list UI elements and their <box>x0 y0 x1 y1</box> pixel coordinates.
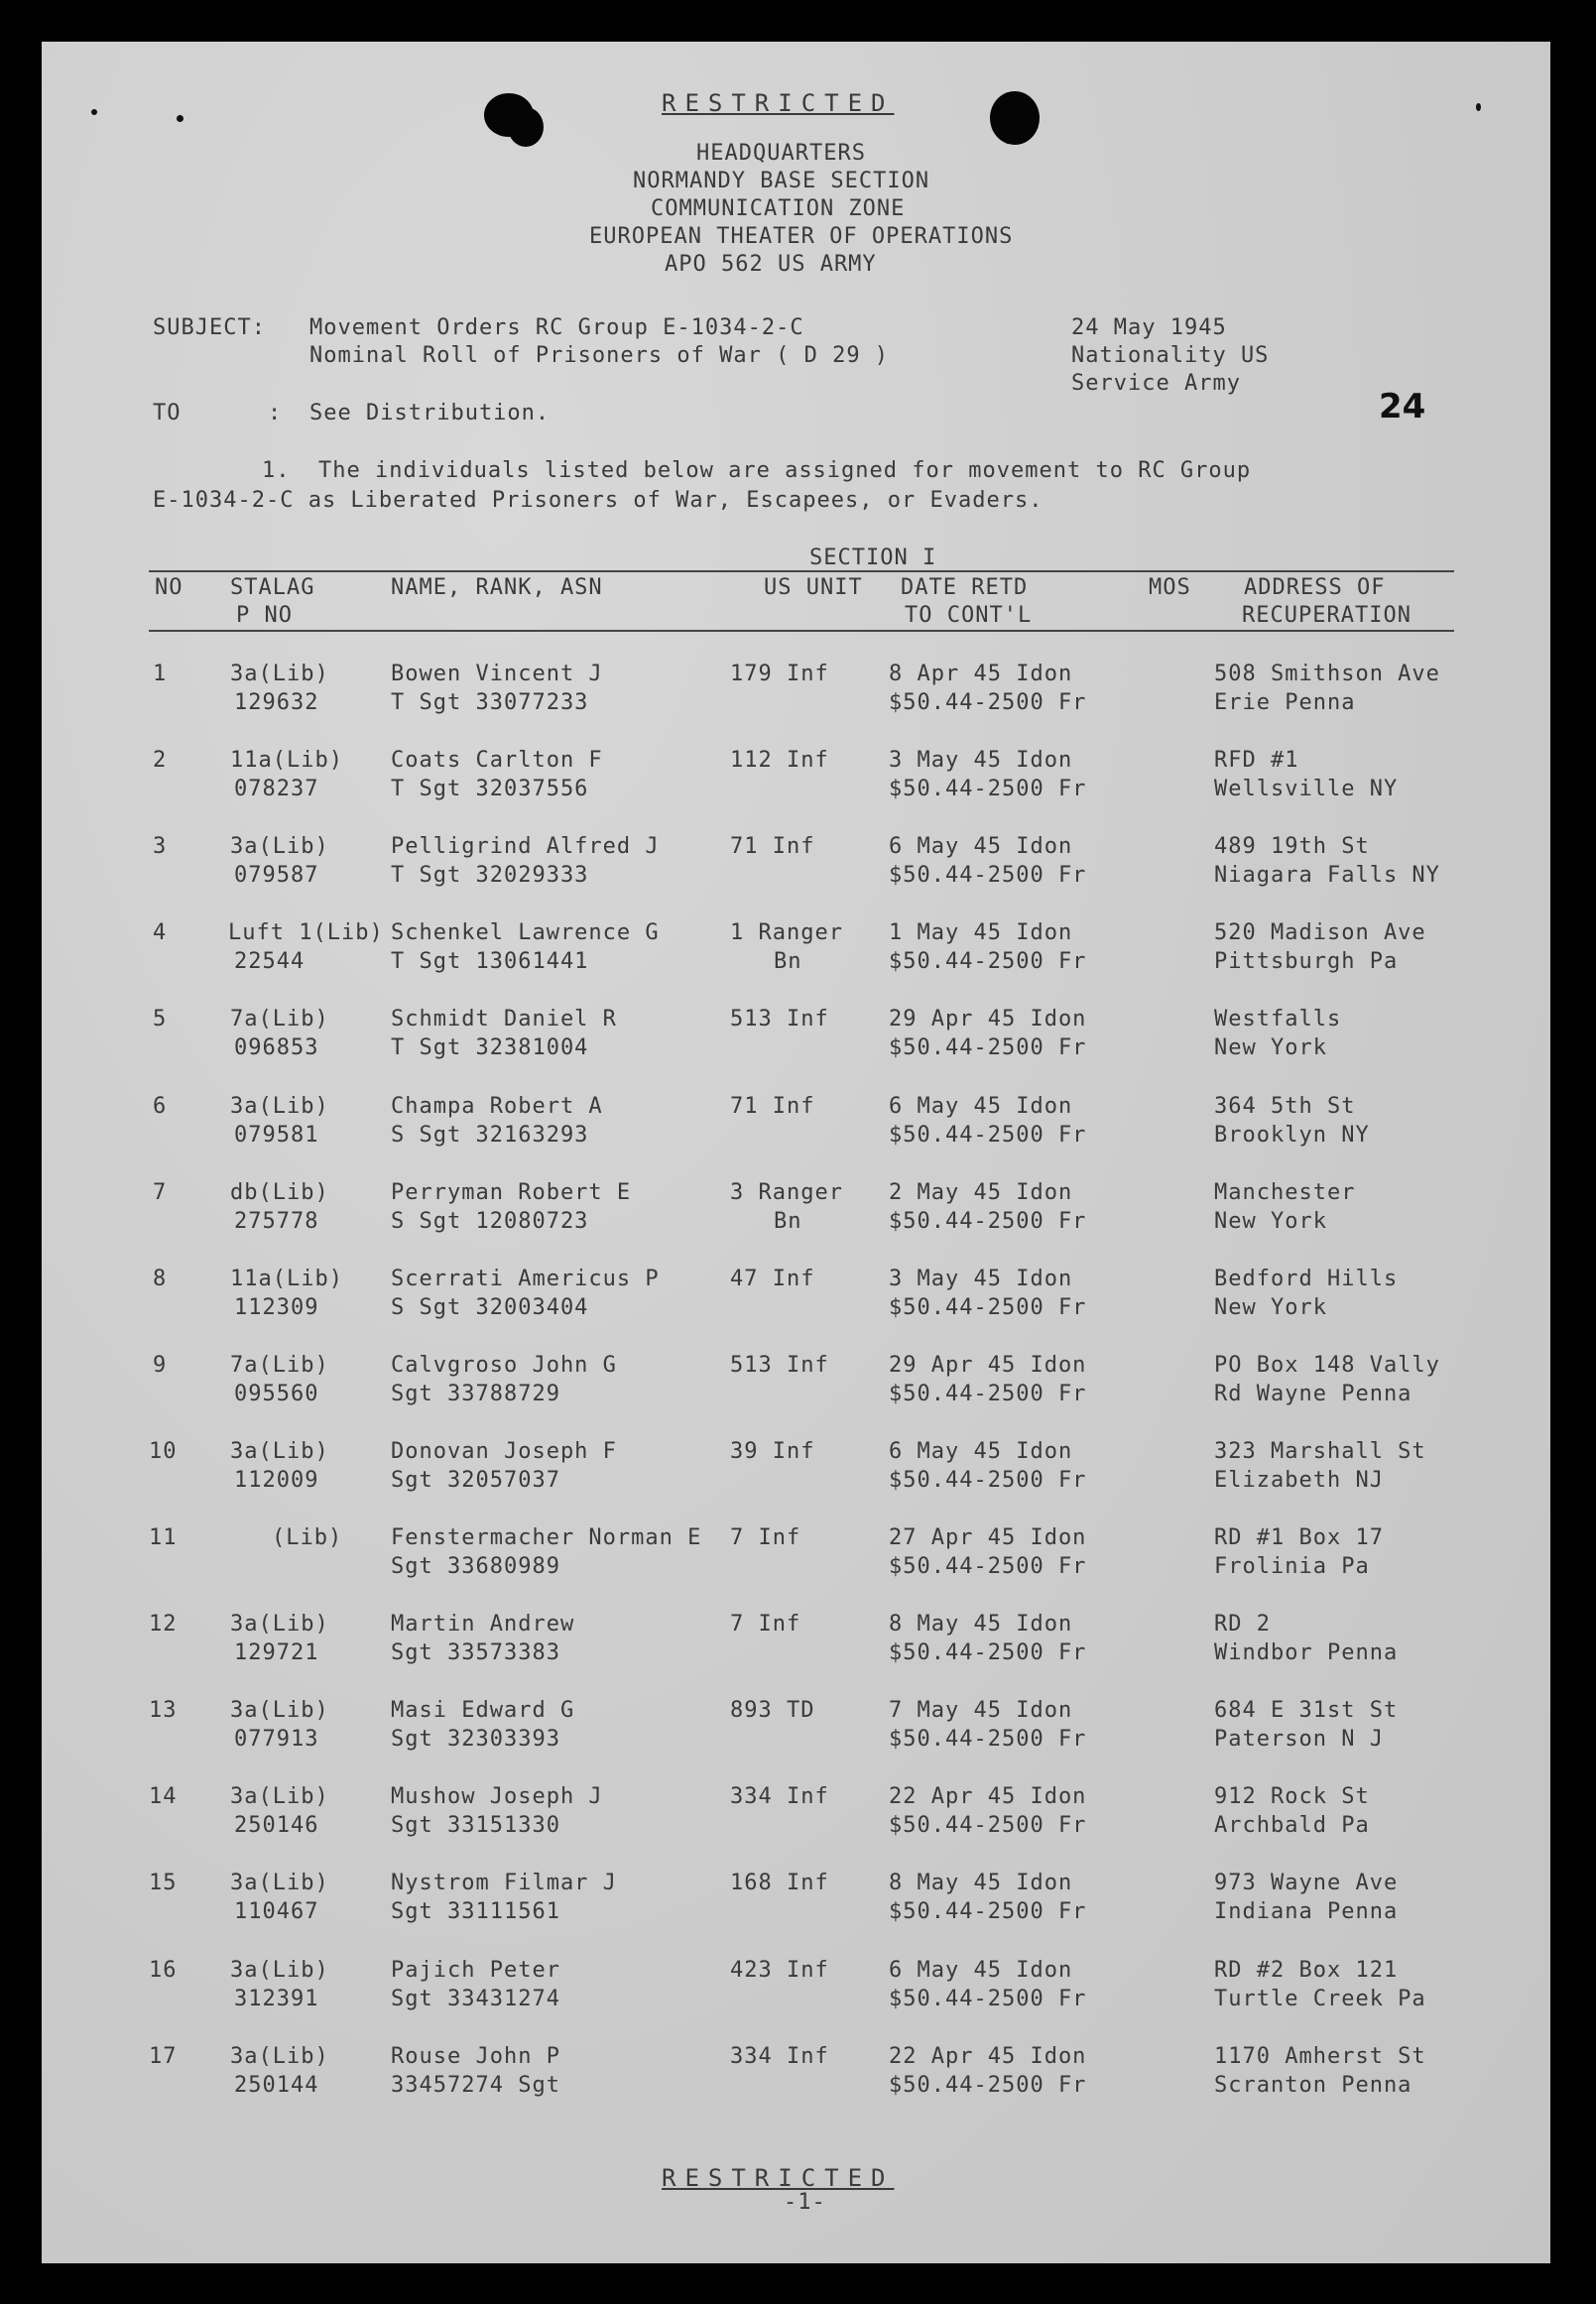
row-stalag: 3a(Lib) <box>230 834 329 859</box>
row-rank-asn: T Sgt 32381004 <box>391 1035 589 1060</box>
row-pay: $50.44-2500 Fr <box>889 1899 1087 1924</box>
row-pay: $50.44-2500 Fr <box>889 1727 1087 1752</box>
row-unit: 334 Inf <box>730 1784 829 1809</box>
speck <box>1476 103 1481 111</box>
row-address-2: Indiana Penna <box>1214 1899 1399 1924</box>
row-number: 9 <box>153 1353 168 1378</box>
row-address-1: Manchester <box>1214 1180 1356 1205</box>
row-address-1: Westfalls <box>1214 1007 1342 1031</box>
row-rank-asn: Sgt 33680989 <box>391 1554 560 1579</box>
row-unit: 423 Inf <box>730 1958 829 1983</box>
row-date-returned: 6 May 45 Idon <box>889 834 1073 859</box>
row-unit: 1 Ranger <box>730 920 843 945</box>
row-address-2: Rd Wayne Penna <box>1214 1382 1412 1406</box>
row-pay: $50.44-2500 Fr <box>889 1035 1087 1060</box>
row-stalag: 7a(Lib) <box>230 1353 329 1378</box>
row-unit: 7 Inf <box>730 1525 801 1550</box>
row-address-1: 973 Wayne Ave <box>1214 1871 1399 1895</box>
row-date-returned: 8 Apr 45 Idon <box>889 662 1073 686</box>
col-name: NAME, RANK, ASN <box>391 575 603 600</box>
row-pow-number: 096853 <box>234 1035 319 1060</box>
row-unit: 47 Inf <box>730 1267 815 1291</box>
row-pay: $50.44-2500 Fr <box>889 1209 1087 1234</box>
row-address-2: Wellsville NY <box>1214 777 1399 801</box>
row-rank-asn: Sgt 33111561 <box>391 1899 560 1924</box>
row-pow-number: 129721 <box>234 1640 319 1665</box>
row-pow-number: 110467 <box>234 1899 319 1924</box>
row-date-returned: 8 May 45 Idon <box>889 1612 1073 1637</box>
row-number: 7 <box>153 1180 168 1205</box>
row-stalag: 3a(Lib) <box>230 1698 329 1723</box>
row-address-2: New York <box>1214 1209 1327 1234</box>
row-address-1: 323 Marshall St <box>1214 1439 1426 1464</box>
row-unit-2: Bn <box>774 1209 802 1234</box>
col-date-2: TO CONT'L <box>905 603 1033 628</box>
row-pay: $50.44-2500 Fr <box>889 1987 1087 2011</box>
row-number: 10 <box>149 1439 178 1464</box>
row-rank-asn: S Sgt 12080723 <box>391 1209 589 1234</box>
row-unit: 334 Inf <box>730 2044 829 2069</box>
row-address-1: 489 19th St <box>1214 834 1370 859</box>
subject-line-1: Movement Orders RC Group E-1034-2-C <box>309 315 804 340</box>
row-name: Bowen Vincent J <box>391 662 603 686</box>
header-rule-top <box>149 570 1454 572</box>
row-pow-number: 129632 <box>234 690 319 715</box>
row-pow-number: 312391 <box>234 1987 319 2011</box>
row-pow-number: 079587 <box>234 863 319 888</box>
row-rank-asn: S Sgt 32003404 <box>391 1295 589 1320</box>
row-stalag: (Lib) <box>272 1525 343 1550</box>
row-pow-number: 112009 <box>234 1468 319 1493</box>
paragraph-line-2: E-1034-2-C as Liberated Prisoners of War, Escapees, or Evaders. <box>153 488 1044 513</box>
row-address-2: Brooklyn NY <box>1214 1123 1370 1148</box>
row-rank-asn: Sgt 33573383 <box>391 1640 560 1665</box>
row-number: 8 <box>153 1267 168 1291</box>
row-rank-asn: Sgt 33151330 <box>391 1813 560 1838</box>
row-address-2: Scranton Penna <box>1214 2073 1412 2098</box>
section-title: SECTION I <box>809 546 937 570</box>
row-name: Schmidt Daniel R <box>391 1007 617 1031</box>
speck <box>91 109 97 115</box>
row-number: 5 <box>153 1007 168 1031</box>
row-unit-2: Bn <box>774 949 802 974</box>
row-name: Champa Robert A <box>391 1094 603 1119</box>
row-unit: 3 Ranger <box>730 1180 843 1205</box>
row-date-returned: 27 Apr 45 Idon <box>889 1525 1087 1550</box>
page-footer: -1- <box>784 2190 826 2215</box>
row-name: Perryman Robert E <box>391 1180 632 1205</box>
row-address-2: New York <box>1214 1295 1327 1320</box>
row-rank-asn: Sgt 32057037 <box>391 1468 560 1493</box>
row-rank-asn: T Sgt 33077233 <box>391 690 589 715</box>
col-unit: US UNIT <box>764 575 863 600</box>
row-address-1: 520 Madison Ave <box>1214 920 1426 945</box>
header-rule-bottom <box>149 630 1454 632</box>
row-unit: 179 Inf <box>730 662 829 686</box>
row-name: Mushow Joseph J <box>391 1784 603 1809</box>
row-name: Calvgroso John G <box>391 1353 617 1378</box>
row-pow-number: 275778 <box>234 1209 319 1234</box>
row-pay: $50.44-2500 Fr <box>889 1554 1087 1579</box>
row-address-1: 508 Smithson Ave <box>1214 662 1440 686</box>
row-pay: $50.44-2500 Fr <box>889 690 1087 715</box>
nationality: Nationality US <box>1071 343 1270 368</box>
row-pow-number: 22544 <box>234 949 306 974</box>
row-pow-number: 250144 <box>234 2073 319 2098</box>
row-address-2: Frolinia Pa <box>1214 1554 1370 1579</box>
row-address-1: RD #2 Box 121 <box>1214 1958 1399 1983</box>
row-number: 17 <box>149 2044 178 2069</box>
row-unit: 112 Inf <box>730 748 829 773</box>
row-address-1: 364 5th St <box>1214 1094 1356 1119</box>
col-no: NO <box>155 575 184 600</box>
row-pay: $50.44-2500 Fr <box>889 1295 1087 1320</box>
row-date-returned: 22 Apr 45 Idon <box>889 1784 1087 1809</box>
row-stalag: 11a(Lib) <box>230 748 343 773</box>
heading-line-5: APO 562 US ARMY <box>665 252 877 277</box>
service: Service Army <box>1071 371 1241 396</box>
row-name: Rouse John P <box>391 2044 560 2069</box>
subject-line-2: Nominal Roll of Prisoners of War ( D 29 ) <box>309 343 890 368</box>
row-pow-number: 095560 <box>234 1382 319 1406</box>
row-address-2: Elizabeth NJ <box>1214 1468 1384 1493</box>
row-number: 11 <box>149 1525 178 1550</box>
punch-hole-right <box>990 91 1040 145</box>
classification-top: RESTRICTED <box>662 89 895 117</box>
row-pay: $50.44-2500 Fr <box>889 949 1087 974</box>
heading-line-1: HEADQUARTERS <box>696 141 866 166</box>
row-pow-number: 079581 <box>234 1123 319 1148</box>
row-name: Donovan Joseph F <box>391 1439 617 1464</box>
row-number: 15 <box>149 1871 178 1895</box>
row-name: Schenkel Lawrence G <box>391 920 660 945</box>
row-date-returned: 7 May 45 Idon <box>889 1698 1073 1723</box>
col-stalag-1: STALAG <box>230 575 315 600</box>
row-number: 2 <box>153 748 168 773</box>
row-address-2: Turtle Creek Pa <box>1214 1987 1426 2011</box>
row-address-1: Bedford Hills <box>1214 1267 1399 1291</box>
row-stalag: 7a(Lib) <box>230 1007 329 1031</box>
row-address-2: Pittsburgh Pa <box>1214 949 1399 974</box>
row-name: Pajich Peter <box>391 1958 560 1983</box>
punch-hole-left-2 <box>508 107 544 147</box>
row-pow-number: 112309 <box>234 1295 319 1320</box>
row-name: Pelligrind Alfred J <box>391 834 660 859</box>
row-pay: $50.44-2500 Fr <box>889 1640 1087 1665</box>
row-address-1: 684 E 31st St <box>1214 1698 1399 1723</box>
row-number: 14 <box>149 1784 178 1809</box>
heading-line-3: COMMUNICATION ZONE <box>651 196 906 221</box>
row-rank-asn: T Sgt 13061441 <box>391 949 589 974</box>
row-unit: 513 Inf <box>730 1353 829 1378</box>
row-address-2: New York <box>1214 1035 1327 1060</box>
row-number: 16 <box>149 1958 178 1983</box>
row-address-1: 912 Rock St <box>1214 1784 1370 1809</box>
row-date-returned: 3 May 45 Idon <box>889 1267 1073 1291</box>
document-date: 24 May 1945 <box>1071 315 1227 340</box>
row-address-2: Paterson N J <box>1214 1727 1384 1752</box>
row-stalag: db(Lib) <box>230 1180 329 1205</box>
row-rank-asn: Sgt 32303393 <box>391 1727 560 1752</box>
row-date-returned: 6 May 45 Idon <box>889 1958 1073 1983</box>
row-date-returned: 1 May 45 Idon <box>889 920 1073 945</box>
row-stalag: 3a(Lib) <box>230 1871 329 1895</box>
row-rank-asn: T Sgt 32037556 <box>391 777 589 801</box>
row-rank-asn: Sgt 33431274 <box>391 1987 560 2011</box>
row-name: Fenstermacher Norman E <box>391 1525 702 1550</box>
row-date-returned: 3 May 45 Idon <box>889 748 1073 773</box>
row-rank-asn: 33457274 Sgt <box>391 2073 560 2098</box>
row-unit: 7 Inf <box>730 1612 801 1637</box>
row-address-1: RD #1 Box 17 <box>1214 1525 1384 1550</box>
row-unit: 168 Inf <box>730 1871 829 1895</box>
row-unit: 39 Inf <box>730 1439 815 1464</box>
row-address-2: Niagara Falls NY <box>1214 863 1440 888</box>
row-pow-number: 077913 <box>234 1727 319 1752</box>
row-stalag: Luft 1(Lib) <box>228 920 384 945</box>
row-date-returned: 8 May 45 Idon <box>889 1871 1073 1895</box>
row-name: Masi Edward G <box>391 1698 575 1723</box>
row-number: 3 <box>153 834 168 859</box>
to-value: See Distribution. <box>309 401 551 425</box>
row-address-2: Archbald Pa <box>1214 1813 1370 1838</box>
row-pay: $50.44-2500 Fr <box>889 1813 1087 1838</box>
row-unit: 71 Inf <box>730 1094 815 1119</box>
document-page <box>42 42 1550 2263</box>
row-name: Nystrom Filmar J <box>391 1871 617 1895</box>
col-stalag-2: P NO <box>236 603 293 628</box>
row-unit: 71 Inf <box>730 834 815 859</box>
heading-line-2: NORMANDY BASE SECTION <box>633 169 930 193</box>
to-colon: : <box>268 401 283 425</box>
classification-bottom: RESTRICTED <box>662 2164 895 2192</box>
row-number: 12 <box>149 1612 178 1637</box>
row-stalag: 3a(Lib) <box>230 1612 329 1637</box>
row-address-1: RFD #1 <box>1214 748 1299 773</box>
row-unit: 513 Inf <box>730 1007 829 1031</box>
col-address-1: ADDRESS OF <box>1244 575 1386 600</box>
row-rank-asn: T Sgt 32029333 <box>391 863 589 888</box>
row-pow-number: 078237 <box>234 777 319 801</box>
row-pay: $50.44-2500 Fr <box>889 1468 1087 1493</box>
to-label: TO <box>153 401 182 425</box>
row-name: Martin Andrew <box>391 1612 575 1637</box>
row-name: Scerrati Americus P <box>391 1267 660 1291</box>
row-date-returned: 29 Apr 45 Idon <box>889 1007 1087 1031</box>
row-date-returned: 22 Apr 45 Idon <box>889 2044 1087 2069</box>
row-address-1: 1170 Amherst St <box>1214 2044 1426 2069</box>
row-stalag: 3a(Lib) <box>230 1958 329 1983</box>
row-date-returned: 6 May 45 Idon <box>889 1094 1073 1119</box>
col-address-2: RECUPERATION <box>1242 603 1412 628</box>
row-date-returned: 6 May 45 Idon <box>889 1439 1073 1464</box>
row-number: 6 <box>153 1094 168 1119</box>
col-mos: MOS <box>1149 575 1191 600</box>
row-date-returned: 29 Apr 45 Idon <box>889 1353 1087 1378</box>
row-number: 13 <box>149 1698 178 1723</box>
heading-line-4: EUROPEAN THEATER OF OPERATIONS <box>589 224 1014 249</box>
row-pow-number: 250146 <box>234 1813 319 1838</box>
row-number: 4 <box>153 920 168 945</box>
row-unit: 893 TD <box>730 1698 815 1723</box>
row-pay: $50.44-2500 Fr <box>889 777 1087 801</box>
row-stalag: 3a(Lib) <box>230 1439 329 1464</box>
row-number: 1 <box>153 662 168 686</box>
row-address-1: PO Box 148 Vally <box>1214 1353 1440 1378</box>
row-date-returned: 2 May 45 Idon <box>889 1180 1073 1205</box>
row-stalag: 3a(Lib) <box>230 1784 329 1809</box>
row-pay: $50.44-2500 Fr <box>889 1382 1087 1406</box>
row-pay: $50.44-2500 Fr <box>889 1123 1087 1148</box>
subject-label: SUBJECT: <box>153 315 266 340</box>
paragraph-line-1: 1. The individuals listed below are assigned for movement to RC Group <box>262 458 1252 483</box>
row-rank-asn: Sgt 33788729 <box>391 1382 560 1406</box>
row-stalag: 3a(Lib) <box>230 1094 329 1119</box>
row-pay: $50.44-2500 Fr <box>889 863 1087 888</box>
page-mark: 24 <box>1379 387 1426 426</box>
speck <box>177 115 184 122</box>
row-address-2: Windbor Penna <box>1214 1640 1399 1665</box>
row-pay: $50.44-2500 Fr <box>889 2073 1087 2098</box>
row-stalag: 3a(Lib) <box>230 2044 329 2069</box>
row-address-2: Erie Penna <box>1214 690 1356 715</box>
row-address-1: RD 2 <box>1214 1612 1271 1637</box>
col-date-1: DATE RETD <box>901 575 1029 600</box>
row-rank-asn: S Sgt 32163293 <box>391 1123 589 1148</box>
row-stalag: 3a(Lib) <box>230 662 329 686</box>
row-stalag: 11a(Lib) <box>230 1267 343 1291</box>
row-name: Coats Carlton F <box>391 748 603 773</box>
